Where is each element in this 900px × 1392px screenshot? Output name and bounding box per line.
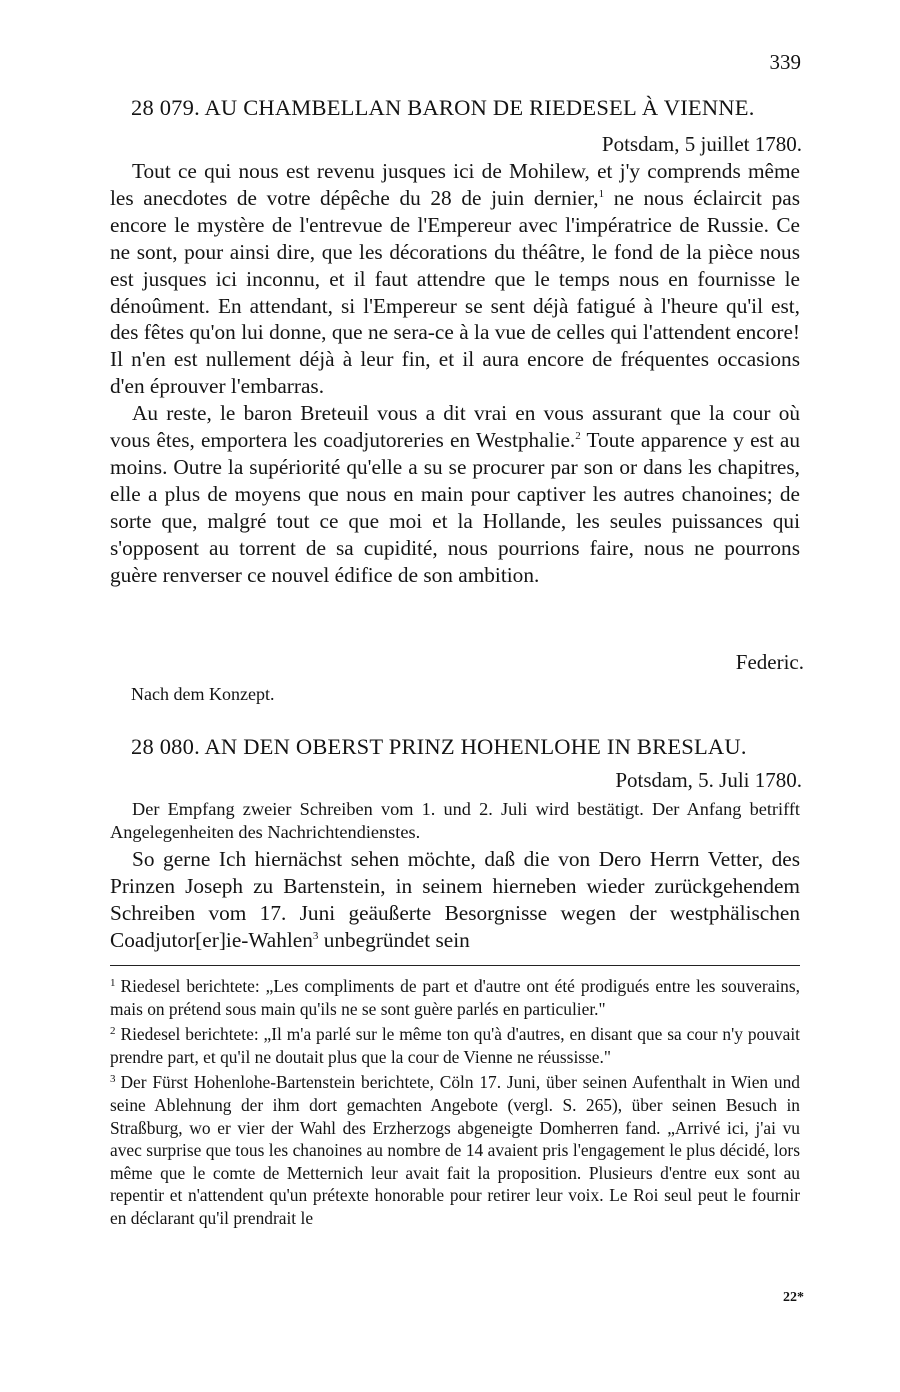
- body-paragraph: Au reste, le baron Breteuil vous a dit vrai en vous assurant que la cour où vous êtes, emportera les coadjutoreries en Westphalie.$^2$ Toute apparence y est au moins. Outre la supériorité qu'elle a su se procurer par son or dans les chapitres, elle a plus de moyens que nous en main pour captiver les autres chanoines; de sorte que, malgré tout ce que moi et la Hollande, les seules puissances qui s'opposent au torrent de sa cupidité, nous pourrions faire, nous ne pourrons guère renverser ce nouvel édifice de son ambition.: [110, 401, 800, 587]
- footnote-reference: 2: [575, 430, 581, 443]
- signature: Federic.: [735, 650, 804, 674]
- footnote: [110, 1020, 800, 1068]
- letter-heading: 28 079. AU CHAMBELLAN BARON DE RIEDESEL À VIENNE.: [131, 95, 755, 120]
- footnote-reference: 3: [312, 929, 319, 942]
- source-note: Nach dem Konzept.: [131, 684, 275, 704]
- footnote-text: Der Fürst Hohenlohe-Bartenstein berichtete, Cöln 17. Juni, über seinen Aufenthalt in Wien und seine Ablehnung der ihm dort gemachten Angebote (vergl. S. 265), über seinen Besuch in Straßburg, wo er vier der Wahl des Erzherzogs abgeneigte Domherren fand. „Arrivé ici, j'ai vu avec surprise que tous les chanoines au nombre de 14 avaient pris l'engagement le plus décidé, lors même que le comte de Metternich leur avait fait la proposition. Plusieurs d'entre eux sont au repentir et n'attendent qu'un prétexte honorable pour retirer leur voix. Le Roi seul peut le fournir en déclarant qu'il prendrait le: [110, 1072, 800, 1228]
- letter-dateline: Potsdam, 5 juillet 1780.: [601, 132, 802, 156]
- footnotes: [110, 972, 800, 1230]
- footnote-text: Riedesel berichtete: „Les compliments de part et d'autre ont été prodigués entre les souverains, mais on prétend sous main qu'ils ne se sont guère parlés en particulier.": [110, 976, 800, 1019]
- signature-mark: 22*: [783, 1290, 804, 1305]
- editorial-summary: Der Empfang zweier Schreiben vom 1. und 2. Juli wird bestätigt. Der Anfang betrifft Angelegenheiten des Nachrichtendienstes.: [110, 799, 800, 842]
- footnote: [110, 1068, 800, 1229]
- body-paragraph: Tout ce qui nous est revenu jusques ici de Mohilew, et j'y comprends même les anecdotes de votre dépêche du 28 de juin dernier,$^1$ ne nous éclaircit pas encore le mystère de l'entrevue de l'Empereur avec l'impératrice de Russie. Ce ne sont, pour ainsi dire, que les décorations du théâtre, le fond de la pièce nous est jusques ici inconnu, et il faut attendre que le temps nous en fournisse le dénoûment. En attendant, si l'Empereur se sent déjà fatigué à l'heure qu'il est, des fêtes qu'on lui donne, que ne sera-ce à la vue de celles qui l'attendent encore! Il n'en est nullement déjà à leur fin, et il aura encore de fréquentes occasions d'en éprouver l'embarras.: [110, 159, 800, 399]
- footnote-mark: 3: [110, 1073, 116, 1086]
- page-number: 339: [769, 50, 801, 74]
- letter-body: [110, 846, 800, 954]
- letter-dateline: Potsdam, 5. Juli 1780.: [615, 768, 802, 792]
- footnote-reference: 1: [598, 187, 605, 200]
- body-paragraph: So gerne Ich hiernächst sehen möchte, daß die von Dero Herrn Vetter, des Prinzen Joseph zu Bartenstein, in seinem hierneben wieder zurückgehendem Schreiben vom 17. Juni geäußerte Besorgnisse wegen der westphälischen Coadjutor[er]ie-Wahlen$^3$ unbegründet sein: [110, 847, 800, 952]
- footnote-text: Riedesel berichtete: „Il m'a parlé sur le même ton qu'à d'autres, en disant que sa cour n'y pouvait prendre part, et qu'il ne doutait plus que la cour de Vienne ne réussisse.": [110, 1024, 800, 1067]
- footnote-divider: [110, 965, 800, 966]
- footnote-mark: 2: [110, 1025, 116, 1038]
- letter-heading: 28 080. AN DEN OBERST PRINZ HOHENLOHE IN BRESLAU.: [131, 734, 747, 759]
- letter-body: [110, 158, 800, 589]
- footnote-mark: 1: [110, 977, 116, 989]
- footnote: [110, 972, 800, 1020]
